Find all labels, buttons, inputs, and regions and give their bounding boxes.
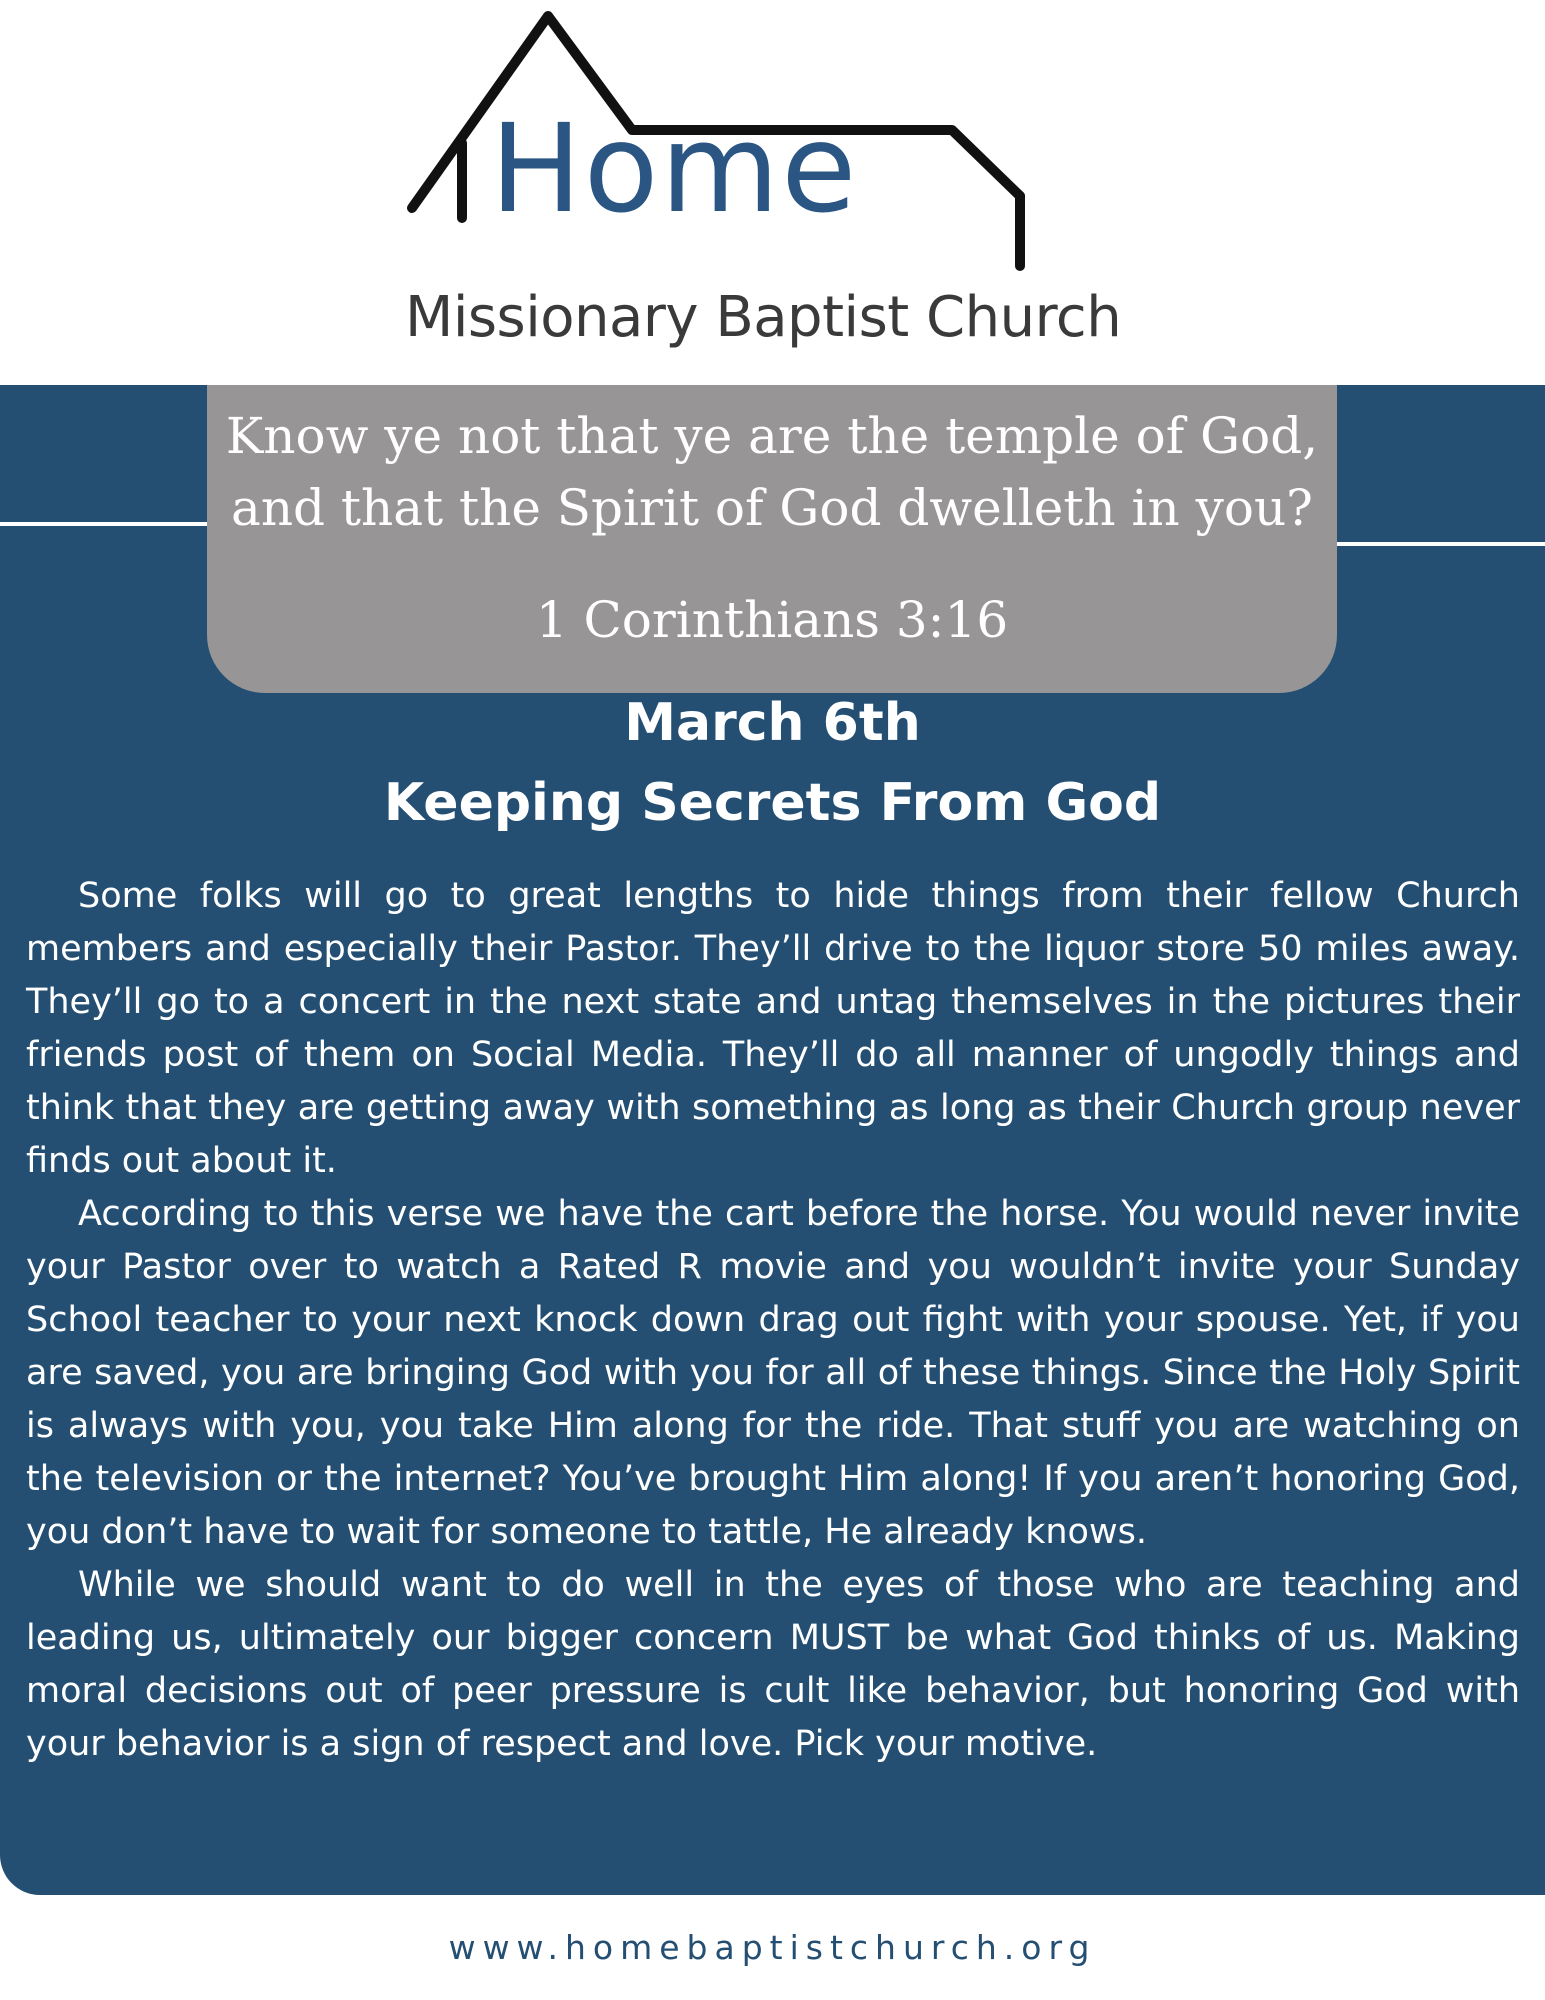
body-paragraph: According to this verse we have the cart before the horse. You would never invite your Pastor over to watch a Rated R movie and you wouldn’t invite your Sunday School teacher to your next knock down drag out fight with your spouse. Yet, if you are saved, you are bringing God with you for all of these things. Since the Holy Spirit is always with you, you take Him along for the ride. That stuff you are watching on the television or the internet? You’ve brought Him along! If you aren’t honoring God, you don’t have to wait for someone to tattle, He already knows. [26, 1194, 1520, 1552]
verse-line: and that the Spirit of God dwelleth in you? [231, 479, 1313, 537]
divider-left [0, 522, 220, 526]
logo-wordmark: Home [490, 98, 859, 240]
verse-line: Know ye not that ye are the temple of God, [225, 407, 1319, 465]
church-name: Missionary Baptist Church [405, 285, 1122, 350]
devotional-date: March 6th [624, 693, 921, 753]
devotional-body [26, 870, 1520, 1771]
body-paragraph: Some folks will go to great lengths to hide things from their fellow Church members and especially their Pastor. They’ll drive to the liquor store 50 miles away. They’ll go to a concert in the next state and untag themselves in the pictures their friends post of them on Social Media. They’ll do all manner of ungodly things and think that they are getting away with something as long as their Church group never finds out about it. [26, 876, 1520, 1181]
logo-header [0, 0, 1545, 385]
website-link[interactable]: www.homebaptistchurch.org [448, 1928, 1097, 1967]
body-paragraph: While we should want to do well in the eyes of those who are teaching and leading us, ultimately our bigger concern MUST be what God thinks of us. Making moral decisions out of peer pressure is cult like behavior, but honoring God with your behavior is a sign of respect and love. Pick your motive. [26, 1565, 1520, 1764]
verse-quote [207, 400, 1337, 544]
divider-right [1330, 542, 1545, 546]
verse-reference: 1 Corinthians 3:16 [535, 591, 1009, 649]
devotional-title: Keeping Secrets From God [383, 773, 1162, 833]
